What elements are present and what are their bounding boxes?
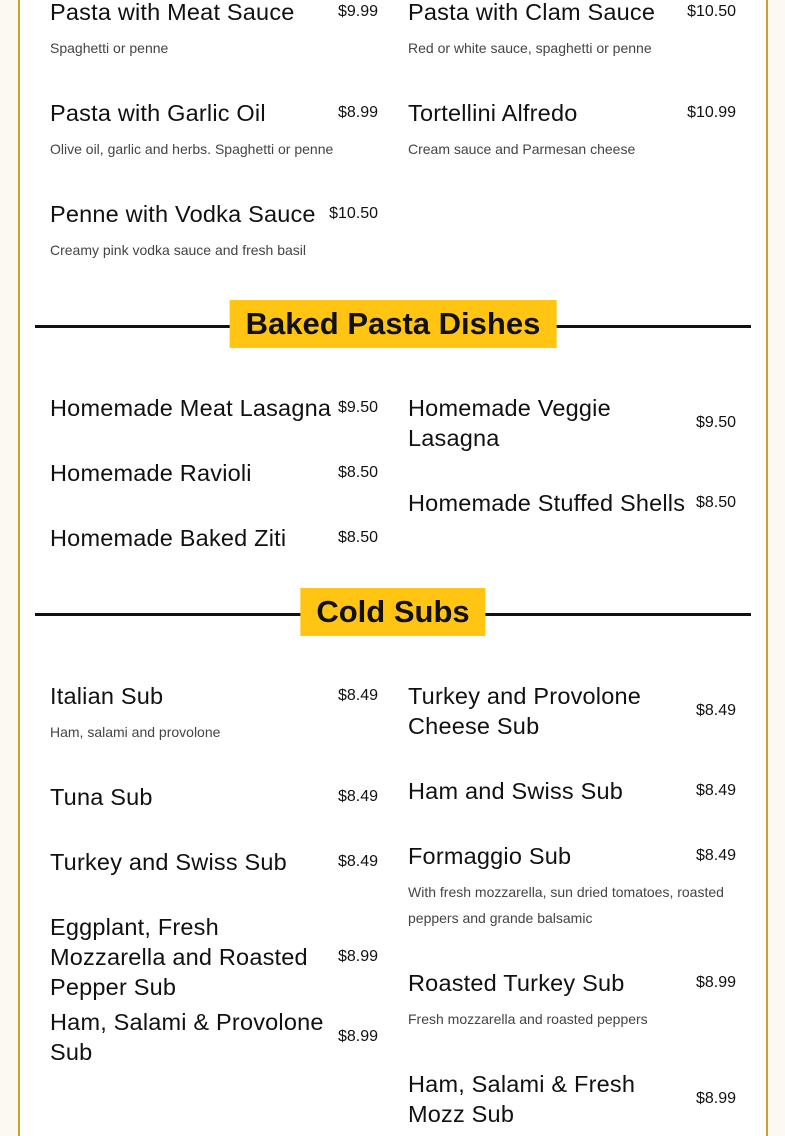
item-price: $8.99 <box>337 104 378 121</box>
item-price: $9.99 <box>337 3 378 20</box>
item-price: $8.50 <box>337 529 378 546</box>
section-title: Baked Pasta Dishes <box>230 300 557 348</box>
menu-item <box>408 776 736 806</box>
item-price: $8.99 <box>337 948 378 965</box>
item-price: $8.50 <box>695 494 736 511</box>
section-header-baked-pasta <box>35 300 751 348</box>
item-price: $8.49 <box>337 687 378 704</box>
item-price: $8.49 <box>337 853 378 870</box>
menu-item <box>408 488 736 518</box>
item-description: Creamy pink vodka sauce and fresh basil <box>50 242 307 258</box>
item-name: Ham and Swiss Sub <box>408 778 623 804</box>
item-name: Ham, Salami & Provolone Sub <box>50 1009 324 1065</box>
menu-page <box>18 0 768 1136</box>
item-name: Homemade Ravioli <box>50 460 252 486</box>
item-description: Ham, salami and provolone <box>50 724 221 740</box>
menu-item <box>50 681 378 745</box>
menu-item <box>50 458 378 488</box>
menu-item <box>50 782 378 812</box>
item-price: $10.99 <box>687 104 736 121</box>
menu-item <box>50 393 378 423</box>
item-name: Homemade Meat Lasagna <box>50 395 332 421</box>
item-name: Roasted Turkey Sub <box>408 970 625 996</box>
item-price: $9.50 <box>695 414 736 431</box>
menu-item <box>50 98 378 162</box>
item-name: Pasta with Garlic Oil <box>50 100 266 126</box>
section-title: Cold Subs <box>300 588 485 636</box>
item-price: $8.49 <box>337 788 378 805</box>
menu-item <box>408 968 736 1032</box>
item-description: With fresh mozzarella, sun dried tomatoes, roasted peppers and grande balsamic <box>408 884 724 926</box>
item-price: $8.99 <box>337 1028 378 1045</box>
menu-item <box>408 0 736 61</box>
item-price: $8.50 <box>337 464 378 481</box>
item-description: Fresh mozzarella and roasted peppers <box>408 1011 648 1027</box>
menu-item <box>50 1007 378 1067</box>
menu-content <box>20 0 766 1136</box>
menu-item <box>50 523 378 553</box>
item-price: $8.49 <box>695 702 736 719</box>
menu-item <box>408 98 736 162</box>
item-name: Pasta with Meat Sauce <box>50 0 295 25</box>
item-description: Cream sauce and Parmesan cheese <box>408 141 636 157</box>
item-description: Red or white sauce, spaghetti or penne <box>408 40 652 56</box>
item-price: $9.50 <box>337 399 378 416</box>
section-header-cold-subs <box>35 588 751 636</box>
item-description: Spaghetti or penne <box>50 40 169 56</box>
item-name: Tuna Sub <box>50 784 153 810</box>
menu-item <box>50 912 378 1002</box>
item-name: Penne with Vodka Sauce <box>50 201 316 227</box>
item-price: $8.49 <box>695 847 736 864</box>
item-name: Homemade Veggie Lasagna <box>408 395 611 451</box>
item-name: Homemade Stuffed Shells <box>408 490 686 516</box>
item-description: Olive oil, garlic and herbs. Spaghetti or penne <box>50 141 334 157</box>
item-price: $8.99 <box>695 974 736 991</box>
menu-item <box>408 393 736 453</box>
menu-item <box>50 0 378 61</box>
item-name: Homemade Baked Ziti <box>50 525 287 551</box>
item-name: Tortellini Alfredo <box>408 100 578 126</box>
menu-item <box>408 1069 736 1129</box>
item-name: Turkey and Provolone Cheese Sub <box>408 683 642 739</box>
menu-item <box>408 841 736 931</box>
item-name: Pasta with Clam Sauce <box>408 0 656 25</box>
item-price: $10.50 <box>687 3 736 20</box>
menu-item <box>50 847 378 877</box>
item-name: Ham, Salami & Fresh Mozz Sub <box>408 1071 636 1127</box>
item-name: Eggplant, Fresh Mozzarella and Roasted Pepper Sub <box>50 914 308 1000</box>
item-name: Italian Sub <box>50 683 164 709</box>
item-price: $8.99 <box>695 1090 736 1107</box>
menu-item <box>50 199 378 263</box>
item-name: Formaggio Sub <box>408 843 572 869</box>
item-name: Turkey and Swiss Sub <box>50 849 287 875</box>
item-price: $10.50 <box>329 205 378 222</box>
menu-item <box>408 681 736 741</box>
item-price: $8.49 <box>695 782 736 799</box>
